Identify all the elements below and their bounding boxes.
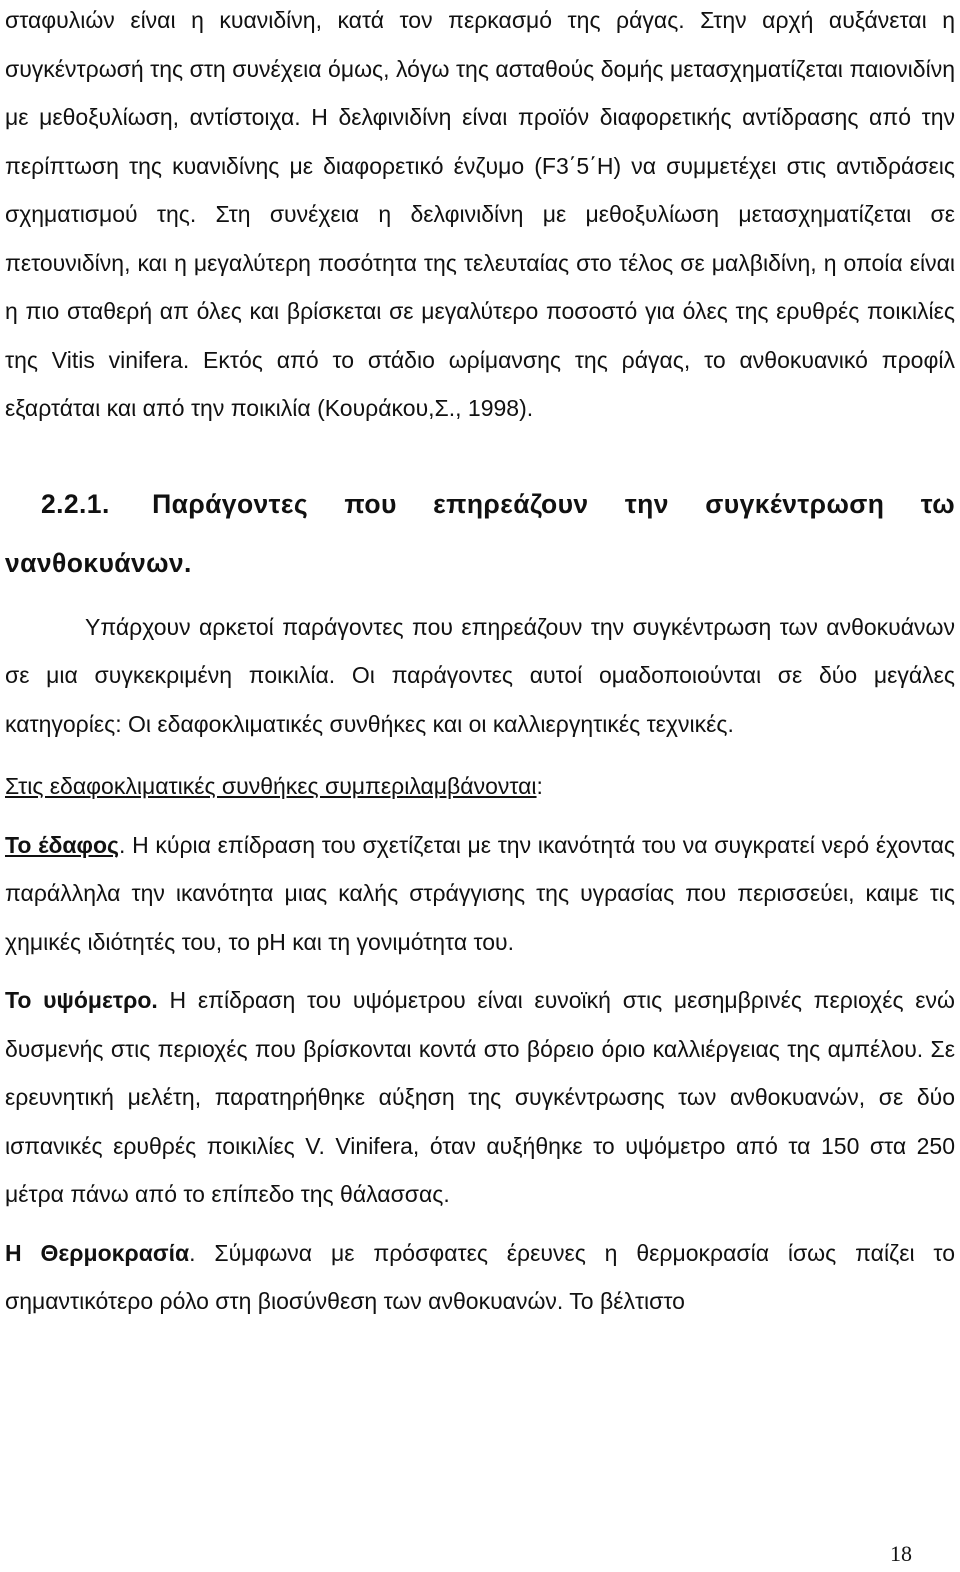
section-number: 2.2.1.	[41, 488, 110, 519]
text-soil: . Η κύρια επίδραση του σχετίζεται με την ικανότητά του να συγκρατεί νερό έχοντας παράλληλα την ικανότητα μιας καλής στράγγισης της υγρασίας που περισσεύει, καιμε τις χημικές ιδιότητές του, το pH και τη γονιμότητα του.	[5, 831, 956, 955]
paragraph-temperature	[5, 1229, 955, 1326]
paragraph-factors: Υπάρχουν αρκετοί παράγοντες που επηρεάζουν την συγκέντρωση των ανθοκυάνων σε μια συγκεκριμένη ποικιλία. Οι παράγοντες αυτοί ομαδοποιούνται σε δύο μεγάλες κατηγορίες: Οι εδαφοκλιματικές συνθήκες και οι καλλιεργητικές τεχνικές.	[5, 613, 955, 737]
section-heading	[5, 475, 955, 593]
subsection-label-text: Στις εδαφοκλιματικές συνθήκες συμπεριλαμβάνονται	[5, 773, 537, 799]
section-title: Παράγοντες που επηρεάζουν την συγκέντρωση τω νανθοκυάνων.	[5, 488, 956, 578]
page-number: 18	[890, 1541, 912, 1566]
paragraph-altitude	[5, 976, 955, 1219]
subsection-label	[5, 762, 955, 811]
term-soil: Το έδαφος	[5, 831, 120, 858]
term-temperature: Η Θερμοκρασία	[5, 1239, 190, 1266]
paragraph-soil	[5, 821, 955, 967]
subsection-colon: :	[536, 773, 543, 799]
document-page	[5, 0, 955, 1326]
paragraph-anthocyanin-profile: σταφυλιών είναι η κυανιδίνη, κατά τον περκασμό της ράγας. Στην αρχή αυξάνεται η συγκέντρωσή της στη συνέχεια όμως, λόγω της ασταθούς δομής μετασχηματίζεται παιονιδίνη με μεθοξυλίωση, αντίστοιχα. Η δελφινιδίνη είναι προϊόν διαφορετικής αντίδρασης από την περίπτωση της κυανιδίνης με διαφορετικό ένζυμο (F3΄5΄H) να συμμετέχει στις αντιδράσεις σχηματισμού της. Στη συνέχεια η δελφινιδίνη με μεθοξυλίωση μετασχηματίζεται σε πετουνιδίνη, και η μεγαλύτερη ποσότητα της τελευταίας στο τέλος σε μαλβιδίνη, η οποία είναι η πιο σταθερή απ όλες και βρίσκεται σε μεγαλύτερο ποσοστό για όλες της ερυθρές ποικιλίες της Vitis vinifera. Εκτός από το στάδιο ωρίμανσης της ράγας, το ανθοκυανικό προφίλ εξαρτάται και από την ποικιλία (Κουράκου,Σ., 1998).	[5, 7, 955, 421]
term-altitude: Το υψόμετρο.	[5, 987, 158, 1013]
text-temperature: . Σύμφωνα με πρόσφατες έρευνες η θερμοκρασία ίσως παίζει το σημαντικότερο ρόλο στη βιοσύνθεση των ανθοκυανών. Το βέλτιστο	[5, 1239, 955, 1314]
text-altitude: Η επίδραση του υψόμετρου είναι ευνοϊκή στις μεσημβρινές περιοχές ενώ δυσμενής στις περιοχές που βρίσκονται κοντά στο βόρειο όριο καλλιέργειας της αμπέλου. Σε ερευνητική μελέτη, παρατηρήθηκε αύξηση της συγκέντρωσης των ανθοκυανών, σε δύο ισπανικές ερυθρές ποικιλίες V. Vinifera, όταν αυξήθηκε το υψόμετρο από τα 150 στα 250 μέτρα πάνω από το επίπεδο της θάλασσας.	[5, 987, 955, 1207]
